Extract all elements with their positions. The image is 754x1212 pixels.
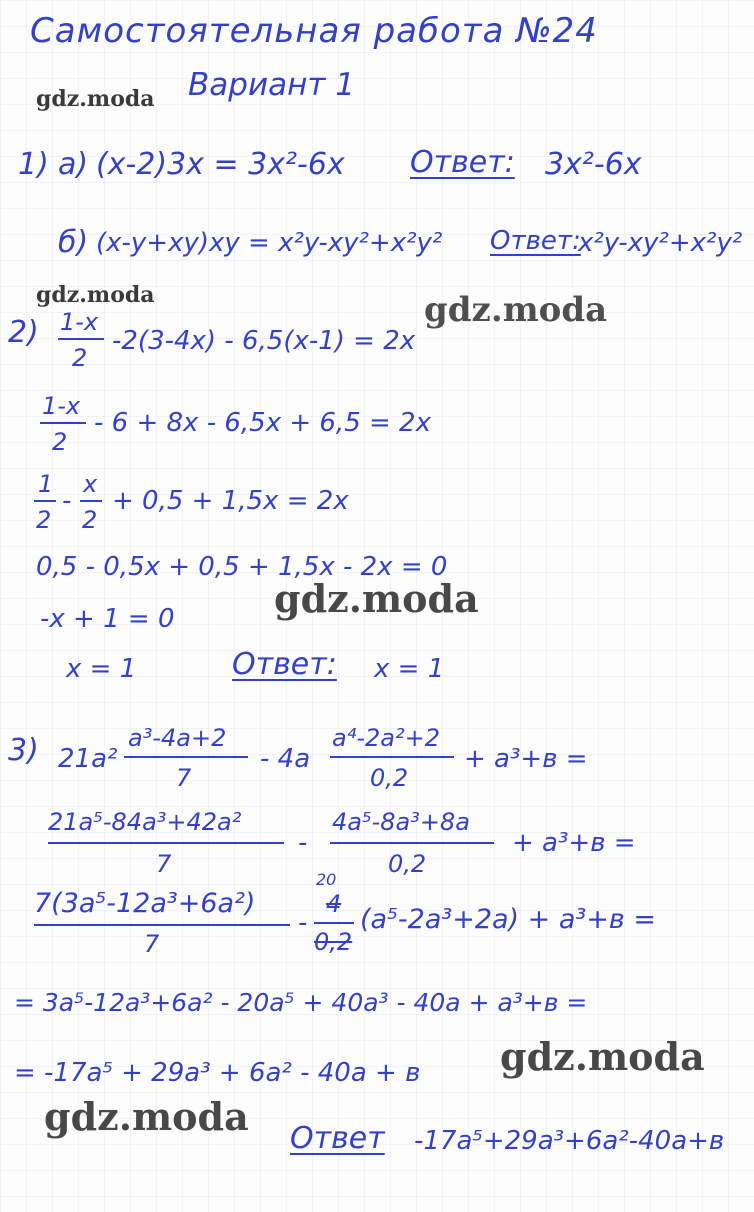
task2-answer: x = 1 — [374, 654, 445, 684]
task3-l3-fraction1 — [34, 888, 298, 964]
task1b-expression: (x-y+xy)xy = x²y-xy²+x²y² — [96, 228, 443, 258]
fraction-numerator: x — [83, 470, 98, 498]
task2-l3-fraction1 — [34, 470, 58, 534]
task3-line5: = -17a⁵ + 29a³ + 6a² - 40a + в — [14, 1058, 421, 1088]
task3-l3-fraction2 — [314, 890, 358, 960]
task2-line5: -x + 1 = 0 — [40, 604, 175, 634]
fraction-denominator: 7 — [176, 764, 192, 792]
task2-l1-fraction — [58, 308, 106, 372]
task2-l2-fraction — [40, 392, 88, 456]
fraction-denominator: 0,2 — [314, 928, 353, 956]
watermark: gdz.moda — [36, 282, 155, 308]
task1a-answer: 3x²-6x — [545, 147, 642, 182]
fraction-numerator: 1-x — [60, 308, 99, 336]
fraction-numerator: 7(3a⁵-12a³+6a²) — [34, 888, 256, 919]
task2-l3-fraction2 — [80, 470, 104, 534]
task2-line2: - 6 + 8x - 6,5x + 6,5 = 2x — [94, 408, 431, 438]
task2-line1: -2(3-4x) - 6,5(x-1) = 2x — [112, 326, 416, 356]
fraction-bar — [314, 922, 354, 924]
fraction-numerator: 1 — [38, 470, 54, 498]
fraction-numerator: 21a⁵-84a³+42a² — [48, 808, 242, 836]
task1b-answer: x²y-xy²+x²y² — [578, 228, 743, 258]
task3-l2-minus: - — [298, 828, 308, 858]
task2-line3: + 0,5 + 1,5x = 2x — [112, 486, 349, 516]
fraction-numerator: a³-4a+2 — [128, 724, 227, 752]
task2-answer-label: Ответ: — [232, 647, 337, 682]
fraction-denominator: 2 — [72, 344, 88, 372]
fraction-denominator: 2 — [36, 506, 52, 534]
fraction-denominator: 0,2 — [388, 850, 427, 878]
fraction-numerator: 4a⁵-8a³+8a — [332, 808, 470, 836]
watermark: gdz.moda — [424, 290, 608, 330]
task3-l1-tail: + a³+в = — [464, 744, 588, 774]
page-title: Самостоятельная работа №24 — [30, 11, 598, 51]
task3-l3-minus: - — [298, 908, 308, 938]
fraction-numerator: a⁴-2a²+2 — [332, 724, 440, 752]
task3-line4: = 3a⁵-12a³+6a² - 20a⁵ + 40a³ - 40a + a³+в = — [14, 988, 588, 1017]
task1b-label: б) — [58, 225, 89, 260]
fraction-bar — [34, 924, 290, 926]
fraction-denominator: 7 — [144, 930, 160, 958]
task3-l1-fraction1 — [124, 724, 254, 794]
task3-l3-superscript: 20 — [316, 870, 337, 889]
watermark: gdz.moda — [44, 1094, 249, 1139]
task1a-label: а) — [58, 147, 89, 182]
task1-number: 1) — [18, 147, 49, 182]
task3-answer-label: Ответ — [290, 1121, 385, 1156]
fraction-numerator: 1-x — [42, 392, 81, 420]
variant-label: Вариант 1 — [188, 67, 355, 103]
watermark: gdz.moda — [500, 1034, 705, 1079]
fraction-bar — [40, 422, 86, 424]
fraction-denominator: 2 — [52, 428, 68, 456]
fraction-bar — [330, 756, 454, 758]
fraction-denominator: 2 — [82, 506, 98, 534]
fraction-numerator: 4 — [326, 890, 342, 918]
fraction-bar — [330, 842, 494, 844]
task3-l2-fraction1 — [48, 808, 288, 880]
task3-l1-term: - 4a — [260, 744, 311, 774]
task1b-answer-label: Ответ: — [490, 226, 581, 256]
task3-l2-fraction2 — [330, 808, 500, 880]
watermark: gdz.moda — [36, 86, 155, 112]
fraction-denominator: 7 — [156, 850, 172, 878]
task1a-expression: (x-2)3x = 3x²-6x — [96, 147, 345, 182]
task3-answer: -17a⁵+29a³+6a²-40a+в — [414, 1126, 725, 1156]
task2-number: 2) — [8, 315, 39, 350]
fraction-bar — [48, 842, 284, 844]
task3-l1-coef: 21a² — [58, 744, 118, 774]
task1a-answer-label: Ответ: — [410, 145, 515, 180]
fraction-bar — [58, 338, 104, 340]
fraction-bar — [124, 756, 248, 758]
fraction-denominator: 0,2 — [370, 764, 409, 792]
task2-line6: x = 1 — [66, 654, 137, 684]
task3-l1-fraction2 — [330, 724, 460, 794]
task2-line4: 0,5 - 0,5x + 0,5 + 1,5x - 2x = 0 — [36, 552, 448, 582]
task3-number: 3) — [8, 733, 39, 768]
fraction-bar — [34, 500, 56, 502]
task3-l3-tail: (a⁵-2a³+2a) + a³+в = — [360, 904, 656, 935]
watermark: gdz.moda — [274, 576, 479, 621]
fraction-bar — [80, 500, 102, 502]
task3-l2-tail: + a³+в = — [512, 828, 636, 858]
task2-line3-minus: - — [62, 486, 72, 516]
